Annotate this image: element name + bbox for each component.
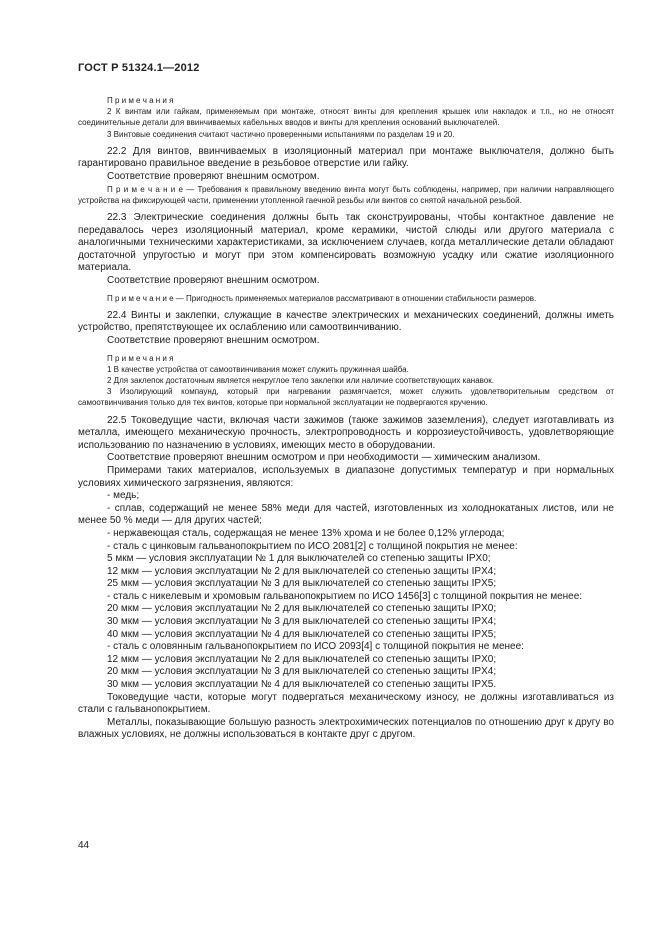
text-paragraph: 12 мкм — условия эксплуатации № 2 для выключателей со степенью защиты IPX4; [107,565,497,577]
text-paragraph: 25 мкм — условия эксплуатации № 3 для выключателей со степенью защиты IPX5; [107,578,497,590]
text-paragraph: 22.3 Электрические соединения должны быть так сконструированы, чтобы контактное давление не передавалось через изоляционный материал, кроме керамики, чистой слюды или другого материала с аналогичными техническими характеристиками, за исключением случаев, когда металлические детали обладают достаточной упругостью и могут при этом компенсировать возможную усадку или сжатие изоляционного материала. [78,212,614,274]
text-paragraph: - сталь с никелевым и хромовым гальванопокрытием по ИСО 1456[3] с толщиной покрытия не менее: [107,590,583,602]
text-paragraph: Соответствие проверяют внешним осмотром и при необходимости — химическим анализом. [107,452,541,464]
text-paragraph: - сталь с цинковым гальванопокрытием по ИСО 2081[2] с толщиной покрытия не менее: [107,540,518,552]
text-paragraph: Металлы, показывающие большую разность электрохимических потенциалов по отношению друг к другу во влажных условиях, не должны использоваться в контакте друг с другом. [78,716,614,741]
text-paragraph: - нержавеющая сталь, содержащая не менее 13% хрома и не более 0,12% углерода; [107,527,505,539]
note-paragraph: 3 Винтовые соединения считают частично проверенными испытаниями по разделам 19 и 20. [107,129,455,139]
note-paragraph: П р и м е ч а н и я [107,353,174,363]
text-paragraph: 5 мкм — условия эксплуатации № 1 для выключателей со степенью защиты IPX0; [107,553,491,565]
note-paragraph: П р и м е ч а н и е — Пригодность применяемых материалов рассматривают в отношении стабильности размеров. [107,293,537,303]
text-paragraph: Соответствие проверяют внешним осмотром. [107,334,320,346]
text-paragraph: 22.4 Винты и заклепки, служащие в качестве электрических и механических соединений, должны иметь устройство, препятствующее их ослаблению или самоотвинчиванию. [78,309,614,334]
text-paragraph: 30 мкм — условия эксплуатации № 3 для выключателей со степенью защиты IPX4; [107,616,497,628]
note-paragraph: 2 К винтам или гайкам, применяемым при монтаже, относят винты для крепления крышек или накладок и т.п., но не относят соединительные детали для ввинчиваемых кабельных вводов и винты для крепления оснований выключателей. [78,107,614,128]
text-paragraph: - сплав, содержащий не менее 58% меди для частей, изготовленных из холоднокатаных листов, или не менее 50 % меди — для других частей; [78,502,614,527]
text-paragraph: 20 мкм — условия эксплуатации № 3 для выключателей со степенью защиты IPX4; [107,666,497,678]
text-paragraph: Примерами таких материалов, используемых в диапазоне допустимых температур и при нормальных условиях химического загрязнения, являются: [78,464,614,489]
text-paragraph: 12 мкм — условия эксплуатации № 2 для выключателей со степенью защиты IPX0; [107,653,497,665]
text-paragraph: Токоведущие части, которые могут подвергаться механическому износу, не должны изготавливаться из стали с гальванопокрытием. [78,691,614,716]
text-paragraph: 22.2 Для винтов, ввинчиваемых в изоляционный материал при монтаже выключателя, должно быть гарантировано правильное введение в резьбовое отверстие или гайку. [78,145,614,170]
note-paragraph: 3 Изолирующий компаунд, который при нагревании размягчается, может служить удовлетворительным средством от самоотвинчивания только для тех винтов, которые при нормальной эксплуатации не подвергаются кручению. [78,387,614,408]
document-header: ГОСТ Р 51324.1—2012 [78,62,200,74]
text-paragraph: Соответствие проверяют внешним осмотром. [107,171,320,182]
page-number: 44 [78,840,90,851]
text-paragraph: - медь; [107,490,140,502]
text-paragraph: Соответствие проверяют внешним осмотром. [107,274,320,286]
text-paragraph: 22.5 Токоведущие части, включая части зажимов (также зажимов заземления), следует изготавливать из металла, имеющего механическую прочность, электропроводность и коррозиеустойчивость, удовлетворяющие использованию по назначению в условиях, имеющих место в оборудовании. [78,414,614,451]
text-paragraph: 30 мкм — условия эксплуатации № 4 для выключателей со степенью защиты IPX5. [107,679,497,691]
note-paragraph: П р и м е ч а н и я [107,96,174,105]
text-paragraph: - сталь с оловянным гальванопокрытием по ИСО 2093[4] с толщиной покрытия не менее: [107,641,524,653]
text-paragraph: 20 мкм — условия эксплуатации № 2 для выключателей со степенью защиты IPX0; [107,603,497,615]
document-body [78,95,614,742]
note-paragraph: П р и м е ч а н и е — Требования к правильному введению винта могут быть соблюдены, например, при наличии направляющего устройства на фиксирующей части, применении утопленной гаечной резьбы или винтов со снятой начальной резьбой. [78,184,614,205]
note-paragraph: 1 В качестве устройства от самоотвинчивания может служить пружинная шайба. [107,364,409,374]
note-paragraph: 2 Для заклепок достаточным является некруглое тело заклепки или наличие соответствующих канавок. [107,375,494,385]
text-paragraph: 40 мкм — условия эксплуатации № 4 для выключателей со степенью защиты IPX5; [107,628,497,640]
